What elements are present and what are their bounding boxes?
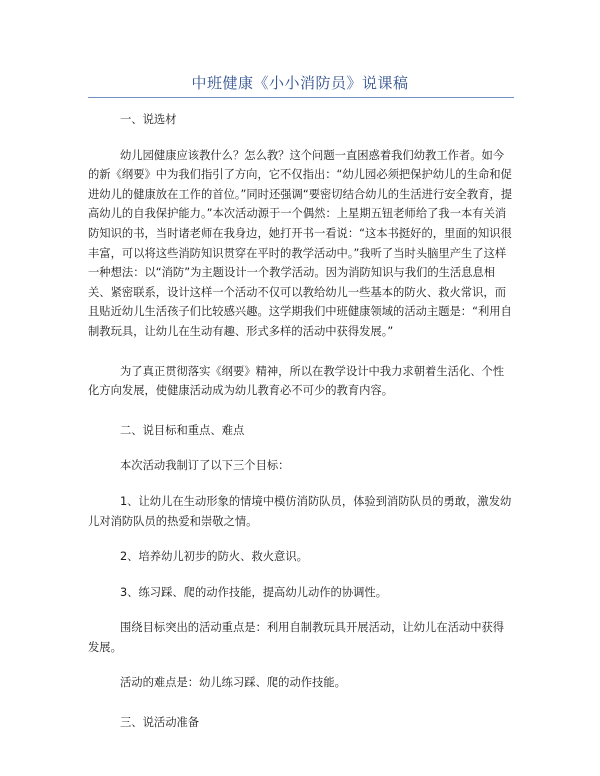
list-item-goal-1: 1、让幼儿在生动形象的情境中模仿消防队员，体验到消防队员的勇敢，激发幼儿对消防队员的热爱和崇敬之情。 <box>88 494 512 528</box>
document-title: 中班健康《小小消防员》说课稿 <box>191 74 409 92</box>
paragraph-key-point: 围绕目标突出的活动重点是：利用自制教玩具开展活动，让幼儿在活动中获得发展。 <box>88 621 505 654</box>
paragraph-goals-intro: 本次活动我制订了以下三个目标： <box>120 459 290 473</box>
list-item-goal-3: 3、练习踩、爬的动作技能，提高幼儿动作的协调性。 <box>120 585 388 599</box>
section-heading-topic: 一、说选材 <box>120 113 177 126</box>
section-heading-preparation: 三、说活动准备 <box>120 716 200 730</box>
list-item-goal-2: 2、培养幼儿初步的防火、救火意识。 <box>120 550 308 564</box>
document-body <box>88 110 515 733</box>
paragraph-topic-rationale: 幼儿园健康应该教什么？怎么教？这个问题一直困惑着我们幼教工作者。如今的新《纲要》中为我们指引了方向，它不仅指出：“幼儿园必须把保护幼儿的生命和促进幼儿的健康放在工作的首位。”同时还强调“要密切结合幼儿的生活进行安全教育，提高幼儿的自我保护能力。”本次活动源于一个偶然：上星期五钮老师给了我一本有关消防知识的书，当时诸老师在我身边，她打开书一看说：“这本书挺好的，里面的知识很丰富，可以将这些消防知识贯穿在平时的教学活动中。”我听了当时头脑里产生了这样一种想法：以“消防”为主题设计一个教学活动。因为消防知识与我们的生活息息相关、紧密联系，设计这样一个活动不仅可以教给幼儿一些基本的防火、救火常识，而且贴近幼儿生活孩子们比较感兴趣。这学期我们中班健康领域的活动主题是：“利用自制教玩具，让幼儿在生动有趣、形式多样的活动中获得发展。” <box>88 148 513 338</box>
title-underline <box>88 97 514 98</box>
paragraph-topic-direction: 为了真正贯彻落实《纲要》精神，所以在教学设计中我力求朝着生活化、个性化方向发展，使健康活动成为幼儿教育必不可少的教育内容。 <box>88 364 505 398</box>
section-heading-goals: 二、说目标和重点、难点 <box>120 423 245 437</box>
paragraph-difficulty: 活动的难点是：幼儿练习踩、爬的动作技能。 <box>120 676 346 690</box>
